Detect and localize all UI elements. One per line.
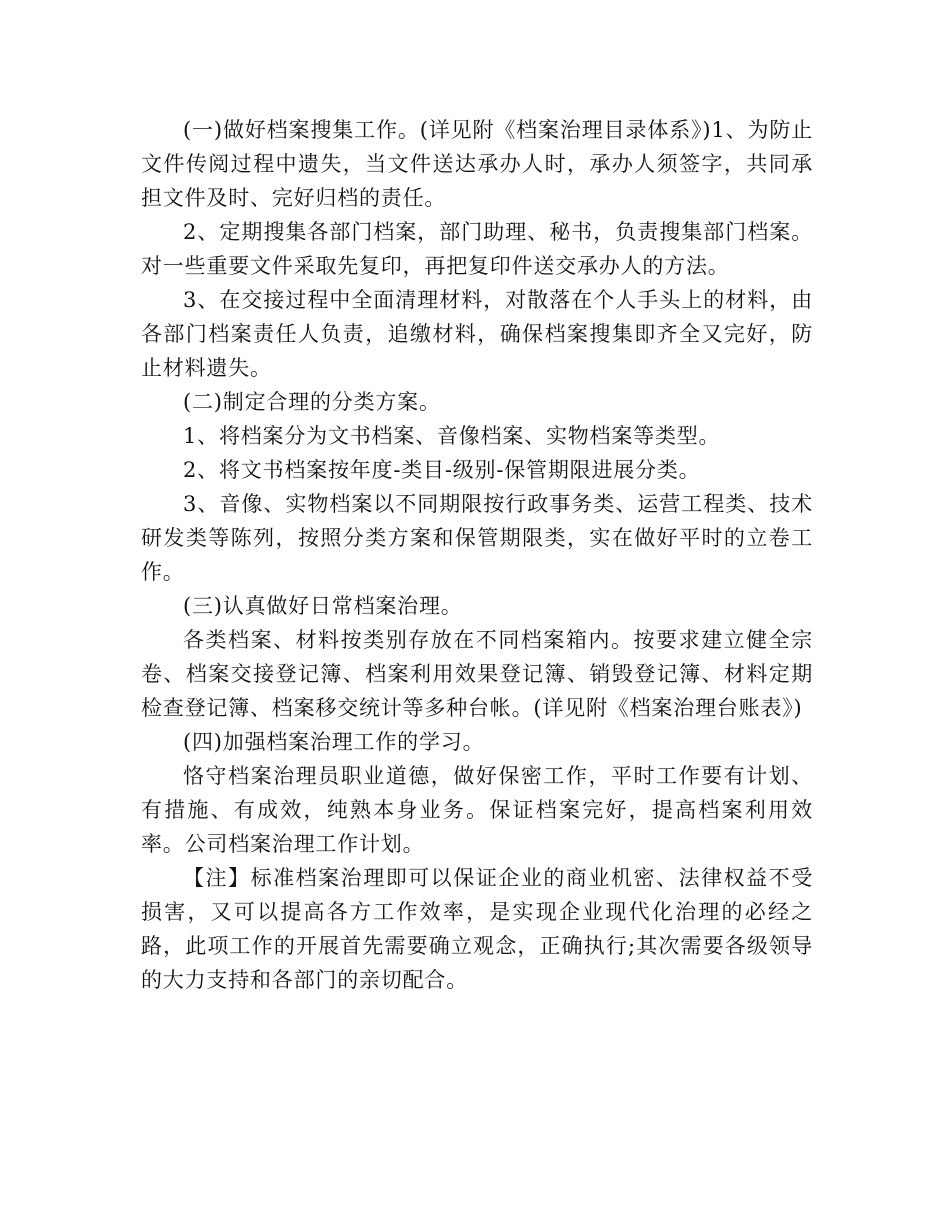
paragraph-note: 【注】标准档案治理即可以保证企业的商业机密、法律权益不受损害，又可以提高各方工作效率，是实现企业现代化治理的必经之路，此项工作的开展首先需要确立观念，正确执行;其次需要各级领导的大力支持和各部门的亲切配合。 <box>141 866 813 992</box>
paragraph-daily-management-body: 各类档案、材料按类别存放在不同档案箱内。按要求建立健全宗卷、档案交接登记簿、档案利用效果登记簿、销毁登记簿、材料定期检查登记簿、档案移交统计等多种台帐。(详见附《档案治理台账表》) <box>141 628 813 720</box>
paragraph-classification-item-1: 1、将档案分为文书档案、音像档案、实物档案等类型。 <box>183 424 721 448</box>
paragraph-classification-heading: (二)制定合理的分类方案。 <box>183 390 441 414</box>
paragraph-learning-body: 恪守档案治理员职业道德，做好保密工作，平时工作要有计划、有措施、有成效，纯熟本身业务。保证档案完好，提高档案利用效率。公司档案治理工作计划。 <box>141 764 813 856</box>
paragraph-daily-management-heading: (三)认真做好日常档案治理。 <box>183 594 463 618</box>
document-body <box>141 113 813 997</box>
paragraph-classification-item-2: 2、将文书档案按年度-类目-级别-保管期限进展分类。 <box>183 458 701 482</box>
paragraph-collection-section: (一)做好档案搜集工作。(详见附《档案治理目录体系》)1、为防止文件传阅过程中遗失，当文件送达承办人时，承办人须签字，共同承担文件及时、完好归档的责任。 <box>141 118 813 210</box>
paragraph-collection-item-3: 3、在交接过程中全面清理材料，对散落在个人手头上的材料，由各部门档案责任人负责，追缴材料，确保档案搜集即齐全又完好，防止材料遗失。 <box>141 288 813 380</box>
paragraph-learning-heading: (四)加强档案治理工作的学习。 <box>183 730 485 754</box>
paragraph-classification-item-3: 3、音像、实物档案以不同期限按行政事务类、运营工程类、技术研发类等陈列，按照分类方案和保管期限类，实在做好平时的立卷工作。 <box>141 492 813 584</box>
paragraph-collection-item-2: 2、定期搜集各部门档案，部门助理、秘书，负责搜集部门档案。对一些重要文件采取先复印，再把复印件送交承办人的方法。 <box>141 220 813 278</box>
